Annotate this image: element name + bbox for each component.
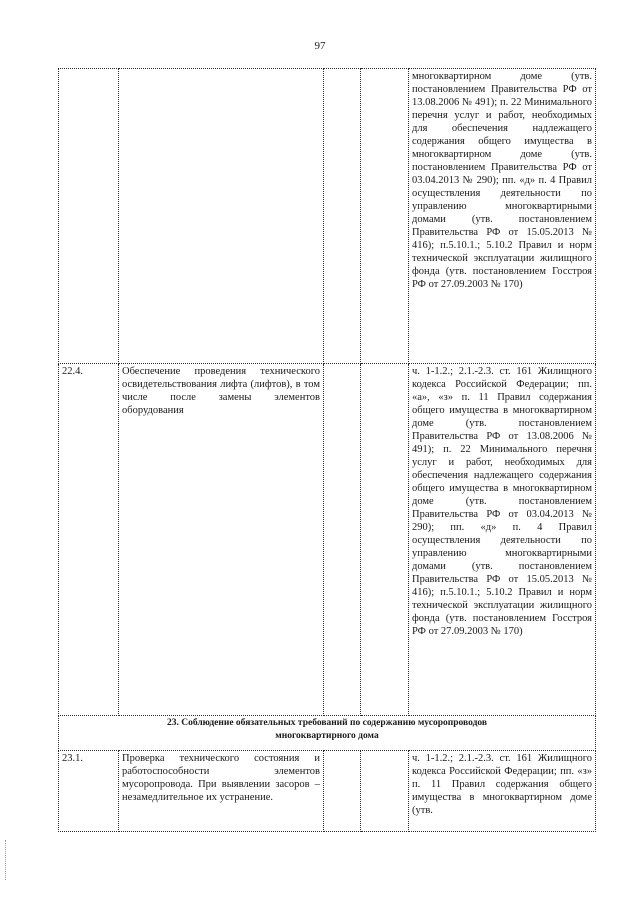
requirements-table (58, 68, 596, 832)
legal-basis-cell: многоквартирном доме (утв. постановлением Правительства РФ от 13.08.2006 № 491); п. 22 Минимального перечня услуг и работ, необходимых для обеспечения надлежащего содержания общего имущества в многоквартирном доме (утв. постановлением Правительства РФ от 03.04.2013 № 290); пп. «д» п. 4 Правил осуществления деятельности по управлению многоквартирными домами (утв. постановлением Правительства РФ от 15.05.2013 № 416); п.5.10.1.; 5.10.2 Правил и норм технической эксплуатации жилищного фонда (утв. постановлением Госстроя РФ от 27.09.2003 № 170) (409, 69, 596, 364)
item-number-cell: 23.1. (59, 751, 119, 832)
section-heading-row (59, 716, 596, 751)
section-heading-line: многоквартирного дома (275, 731, 379, 741)
table-row (59, 364, 596, 716)
item-number-cell (59, 69, 119, 364)
table-row (59, 751, 596, 832)
section-heading (59, 716, 596, 751)
legal-basis-cell: ч. 1-1.2.; 2.1.-2.3. ст. 161 Жилищного кодекса Российской Федерации; пп. «а», «з» п. 11 Правил содержания общего имущества в многоквартирном доме (утв. постановлением Правительства РФ от 13.08.2006 № 491); п. 22 Минимального перечня услуг и работ, необходимых для обеспечения надлежащего содержания общего имущества в многоквартирном доме (утв. постановлением Правительства РФ от 03.04.2013 № 290); пп. «д» п. 4 Правил осуществления деятельности по управлению многоквартирными домами (утв. постановлением Правительства РФ от 15.05.2013 № 416); п.5.10.1.; 5.10.2 Правил и норм технической эксплуатации жилищного фонда (утв. постановлением Госстроя РФ от 27.09.2003 № 170) (409, 364, 596, 716)
page-number: 97 (314, 40, 326, 52)
work-description-cell: Обеспечение проведения технического освидетельствования лифта (лифтов), в том числе после замены элементов оборудования (119, 364, 324, 716)
empty-cell (324, 751, 361, 832)
empty-cell (361, 69, 409, 364)
section-heading-line: 23. Соблюдение обязательных требований по содержанию мусоропроводов (166, 718, 488, 728)
empty-cell (324, 364, 361, 716)
work-description-cell: Проверка технического состояния и работоспособности элементов мусоропровода. При выявлении засоров – незамедлительное их устранение. (119, 751, 324, 832)
scan-edge-mark (5, 840, 7, 880)
item-number-cell: 22.4. (59, 364, 119, 716)
empty-cell (324, 69, 361, 364)
empty-cell (361, 364, 409, 716)
legal-basis-cell: ч. 1-1.2.; 2.1.-2.3. ст. 161 Жилищного кодекса Российской Федерации; пп. «з» п. 11 Правил содержания общего имущества в многоквартирном доме (утв. (409, 751, 596, 832)
empty-cell (361, 751, 409, 832)
work-description-cell (119, 69, 324, 364)
table-row (59, 69, 596, 364)
